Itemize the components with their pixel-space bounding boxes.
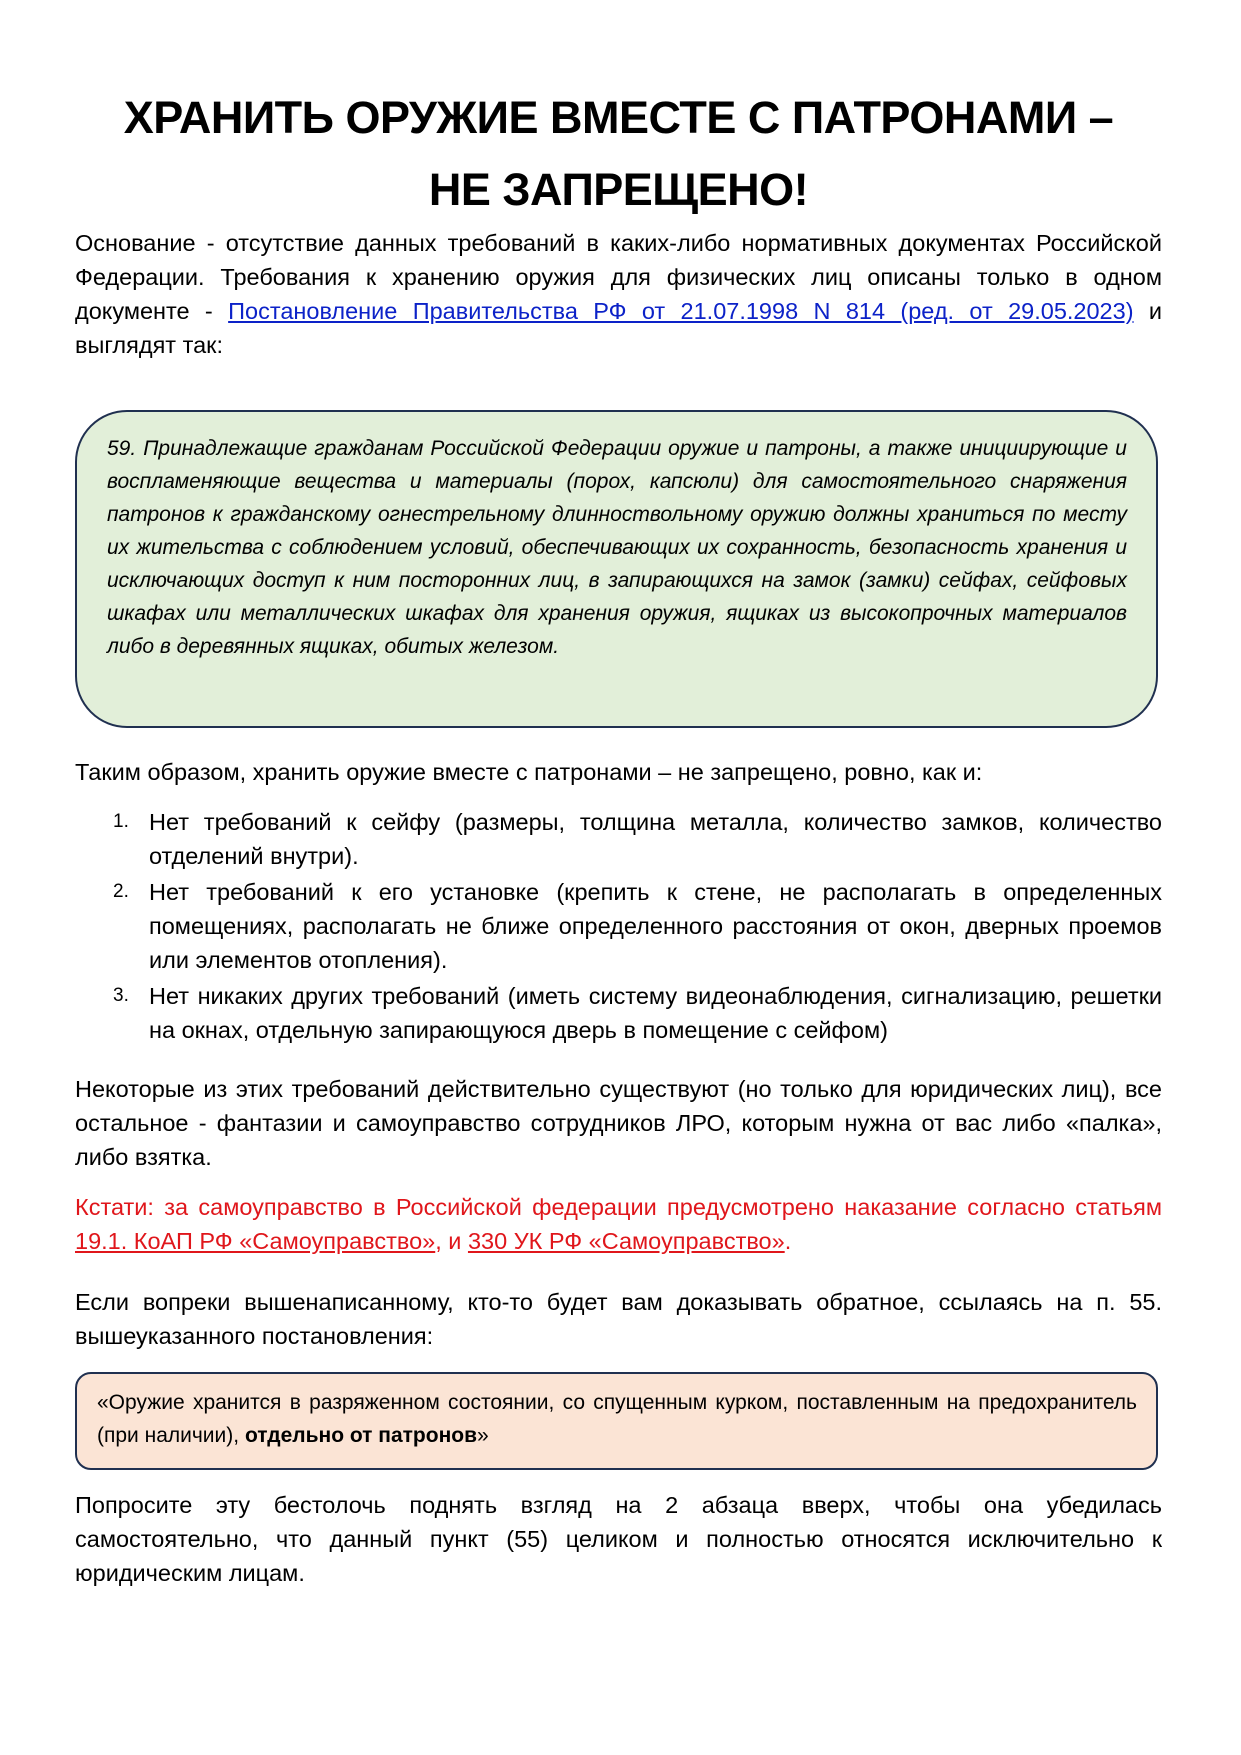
requirements-list xyxy=(75,805,1162,1049)
intro-text: Основание - отсутствие данных требований в каких-либо нормативных документах Российской Федерации. Требования к хранению оружия для физических лиц описаны только в одном документе - xyxy=(75,230,1162,324)
quote-55-text xyxy=(97,1386,1137,1452)
title-line-1: ХРАНИТЬ ОРУЖИЕ ВМЕСТЕ С ПАТРОНАМИ – xyxy=(123,92,1114,143)
requirement-item xyxy=(75,875,1162,977)
requirement-item xyxy=(75,979,1162,1047)
quote-59-box xyxy=(75,410,1158,728)
quote-59-text: 59. Принадлежащие гражданам Российской Федерации оружие и патроны, а также инициирующие и воспламеняющие вещества и материалы (порох, капсюли) для самостоятельного снаряжения патронов к гражданскому огнестрельному длинноствольному оружию должны храниться по месту их жительства с соблюдением условий, обеспечивающих их сохранность, безопасность хранения и исключающих доступ к ним посторонних лиц, в запирающихся на замок (замки) сейфах, сейфовых шкафах или металлических шкафах для хранения оружия, ящиках из высокопрочных материалов либо в деревянных ящиках, обитых железом. xyxy=(107,437,1127,658)
title-line-2: НЕ ЗАПРЕЩЕНО! xyxy=(428,164,809,215)
quote-55-text-end: » xyxy=(477,1424,489,1447)
some-requirements-paragraph: Некоторые из этих требований действительно существуют (но только для юридических лиц), все остальное - фантазии и самоуправство сотрудников ЛРО, которым нужна от вас либо «палка», либо взятка. xyxy=(75,1076,1162,1170)
list-number: 1. xyxy=(113,811,129,832)
intro-paragraph xyxy=(75,226,1162,362)
final-paragraph: Попросите эту бестолочь поднять взгляд на 2 абзаца вверх, чтобы она убедилась самостоятельно, что данный пункт (55) целиком и полностью относятся исключительно к юридическим лицам. xyxy=(75,1492,1162,1586)
note-suffix: . xyxy=(784,1228,792,1254)
intro-text-end: и выглядят так: xyxy=(75,298,1163,358)
list-number: 2. xyxy=(113,881,129,902)
decree-814-link[interactable]: Постановление Правительства РФ от 21.07.1998 N 814 (ред. от 29.05.2023) xyxy=(228,298,1134,324)
requirement-text: Нет требований к его установке (крепить к стене, не располагать в определенных помещениях, располагать не ближе определенного расстояния от окон, дверных проемов или элементов отопления). xyxy=(149,879,1162,973)
koap-19-1-link[interactable]: 19.1. КоАП РФ «Самоуправство» xyxy=(75,1228,436,1254)
conclusion-paragraph: Таким образом, хранить оружие вместе с патронами – не запрещено, ровно, как и: xyxy=(75,759,983,785)
requirement-item xyxy=(75,805,1162,873)
note-paragraph xyxy=(75,1190,1162,1258)
page-title xyxy=(75,82,1162,226)
note-text: Кстати: за самоуправство в Российской федерации предусмотрено наказание согласно статьям xyxy=(75,1194,1162,1220)
quote-55-text-start: «Оружие хранится в разряженном состоянии, со спущенным курком, поставленным на предохранитель (при наличии), xyxy=(97,1391,1137,1447)
uk-330-link[interactable]: 330 УК РФ «Самоуправство» xyxy=(467,1228,785,1254)
requirement-text: Нет никаких других требований (иметь систему видеонаблюдения, сигнализацию, решетки на окнах, отдельную запирающуюся дверь в помещение с сейфом) xyxy=(149,983,1162,1043)
quote-55-box xyxy=(75,1372,1158,1470)
requirement-text: Нет требований к сейфу (размеры, толщина металла, количество замков, количество отделений внутри). xyxy=(149,809,1162,869)
if-contrary-paragraph: Если вопреки вышенаписанному, кто-то будет вам доказывать обратное, ссылаясь на п. 55. вышеуказанного постановления: xyxy=(75,1289,1162,1349)
list-number: 3. xyxy=(113,985,129,1006)
quote-55-bold-text: отдельно от патронов xyxy=(244,1424,478,1447)
note-middle: , и xyxy=(435,1228,468,1254)
